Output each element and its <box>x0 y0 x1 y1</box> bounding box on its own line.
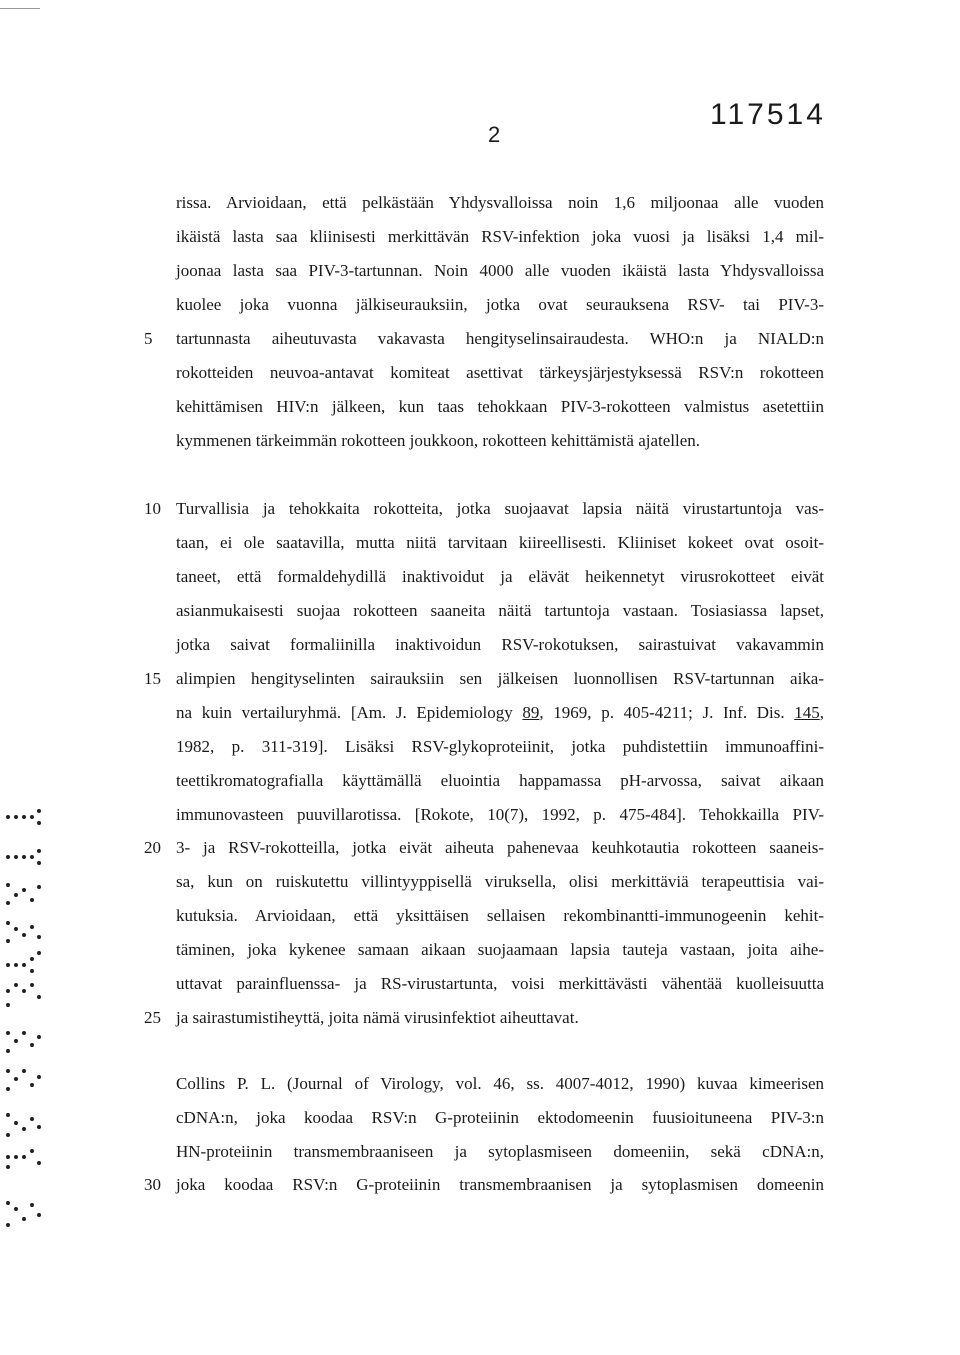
text-line: alimpien hengityselinten sairauksiin sen jälkeisen luonnollisen RSV-tartunnan aika- <box>176 669 824 688</box>
line-number: 30 <box>144 1175 161 1194</box>
text-fragment: , <box>819 703 825 722</box>
text-line: taan, ei ole saatavilla, mutta niitä tarvitaan kiireellisesti. Kliiniset kokeet ovat osoit- <box>176 533 824 552</box>
text-line: ja sairastumistiheyttä, joita nämä virusinfektiot aiheuttavat. <box>176 1008 579 1027</box>
line-number: 10 <box>144 499 161 518</box>
text-line: HN-proteiinin transmembraaniseen ja sytoplasmiseen domeeniin, sekä cDNA:n, <box>176 1142 824 1161</box>
text-line: sa, kun on ruiskutettu villintyyppisellä viruksella, olisi merkittäviä terapeuttisia vai- <box>176 872 824 891</box>
text-line: ikäistä lasta saa kliinisesti merkittävän RSV-infektion joka vuosi ja lisäksi 1,4 mil- <box>176 227 824 246</box>
text-line: rokotteiden neuvoa-antavat komiteat asettivat tärkeysjärjestyksessä RSV:n rokotteen <box>176 363 824 382</box>
line-number: 5 <box>144 329 153 348</box>
text-line: kehittämisen HIV:n jälkeen, kun taas tehokkaan PIV-3-rokotteen valmistus asetettiin <box>176 397 824 416</box>
text-line: jotka saivat formaliinilla inaktivoidun RSV-rokotuksen, sairastuivat vakavammin <box>176 635 824 654</box>
text-line: uttavat parainfluenssa- ja RS-virustartunta, voisi merkittävästi vähentää kuolleisuutta <box>176 974 824 993</box>
text-line: taneet, että formaldehydillä inaktivoidut ja elävät heikennetyt virusrokotteet eivät <box>176 567 824 586</box>
margin-dot-pattern <box>2 805 48 1245</box>
text-line: joonaa lasta saa PIV-3-tartunnan. Noin 4000 alle vuoden ikäistä lasta Yhdysvalloissa <box>176 261 824 280</box>
text-line: kutuksia. Arvioidaan, että yksittäisen sellaisen rekombinantti-immunogeenin kehit- <box>176 906 824 925</box>
text-line: cDNA:n, joka koodaa RSV:n G-proteiinin ektodomeenin fuusioituneena PIV-3:n <box>176 1108 824 1127</box>
text-line: 1982, p. 311-319]. Lisäksi RSV-glykoproteiinit, jotka puhdistettiin immunoaffini- <box>176 737 824 756</box>
line-number: 20 <box>144 838 161 857</box>
text-fragment: na kuin vertailuryhmä. [Am. J. Epidemiology <box>176 703 523 722</box>
page-number: 2 <box>488 122 501 147</box>
text-line: rissa. Arvioidaan, että pelkästään Yhdysvalloissa noin 1,6 miljoonaa alle vuoden <box>176 193 824 212</box>
text-line: immunovasteen puuvillarotissa. [Rokote, 10(7), 1992, p. 475-484]. Tehokkailla PIV- <box>176 805 824 824</box>
text-line: teettikromatografialla käyttämällä eluointia happamassa pH-arvossa, saivat aikaan <box>176 771 824 790</box>
text-line: joka koodaa RSV:n G-proteiinin transmembraanisen ja sytoplasmisen domeenin <box>176 1175 824 1194</box>
text-line: kuolee joka vuonna jälkiseurauksiin, jotka ovat seurauksena RSV- tai PIV-3- <box>176 295 824 314</box>
text-fragment: , 1969, p. 405-4211; J. Inf. Dis. <box>539 703 795 722</box>
text-line: Turvallisia ja tehokkaita rokotteita, jotka suojaavat lapsia näitä virustartuntoja vas- <box>176 499 824 518</box>
text-line: kymmenen tärkeimmän rokotteen joukkoon, rokotteen kehittämistä ajatellen. <box>176 431 701 450</box>
top-rule <box>0 8 40 9</box>
text-line: asianmukaisesti suojaa rokotteen saaneita näitä tartuntoja vastaan. Tosiasiassa lapset, <box>176 601 824 620</box>
text-line: Collins P. L. (Journal of Virology, vol. 46, ss. 4007-4012, 1990) kuvaa kimeerisen <box>176 1074 824 1093</box>
volume-number: 89 <box>522 703 540 722</box>
text-line: tartunnasta aiheutuvasta vakavasta hengityselinsairaudesta. WHO:n ja NIALD:n <box>176 329 824 348</box>
text-line: 3- ja RSV-rokotteilla, jotka eivät aiheuta pahenevaa keuhkotautia rokotteen saaneis- <box>176 838 824 857</box>
text-line: täminen, joka kykenee samaan aikaan suojaamaan lapsia tauteja vastaan, joita aihe- <box>176 940 824 959</box>
line-number: 15 <box>144 669 161 688</box>
volume-number: 145 <box>794 703 820 722</box>
text-line <box>176 703 824 723</box>
document-number: 117514 <box>710 98 826 131</box>
line-number: 25 <box>144 1008 161 1027</box>
